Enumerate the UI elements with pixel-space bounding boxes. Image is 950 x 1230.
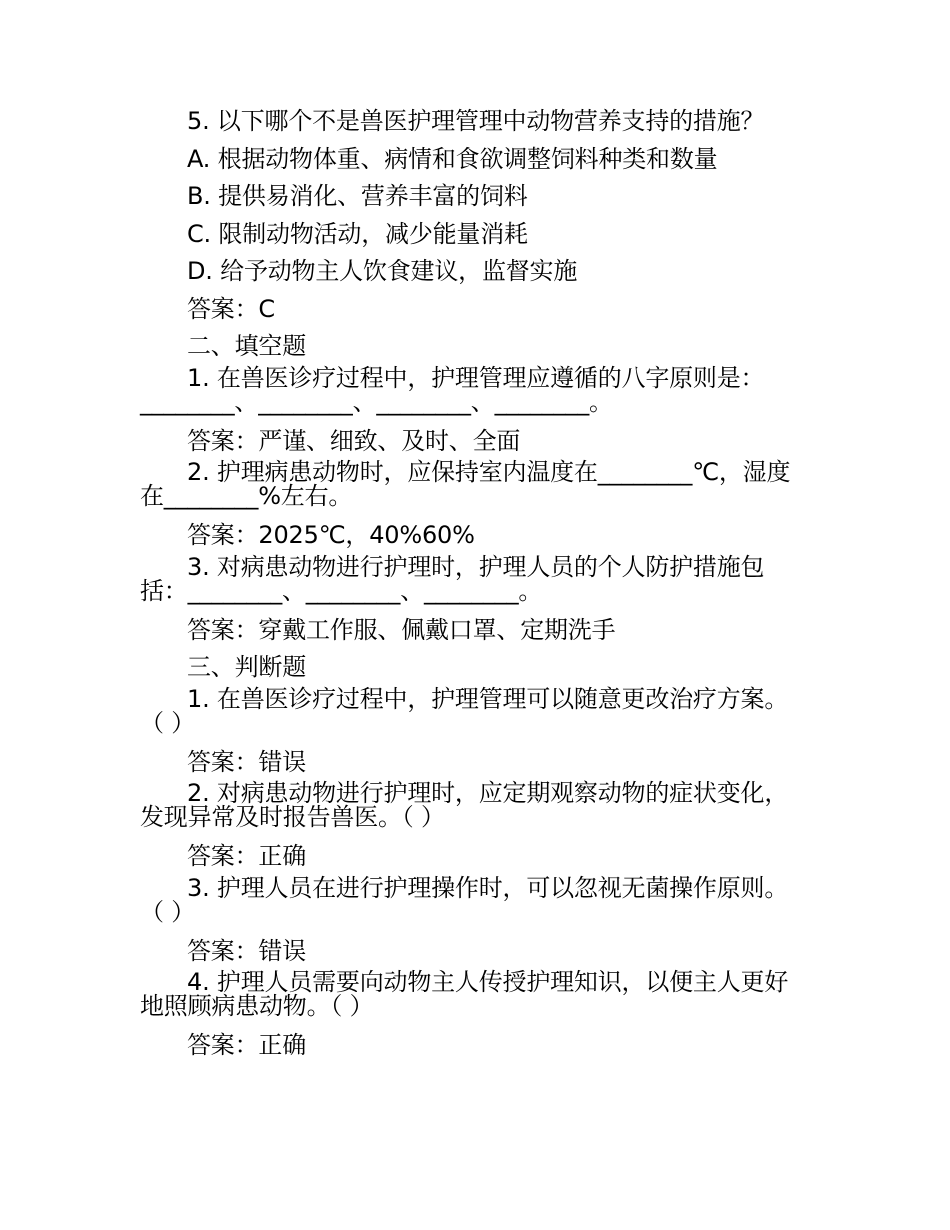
fill-question-3-line-1: 3. 对病患动物进行护理时，护理人员的个人防护措施包 bbox=[187, 552, 765, 581]
judge-question-3-line-2: （ ） bbox=[140, 897, 196, 926]
fill-question-3 bbox=[140, 552, 812, 605]
fill-question-2 bbox=[140, 460, 812, 508]
question-5-prompt: 5. 以下哪个不是兽医护理管理中动物营养支持的措施？ bbox=[187, 107, 765, 135]
section-heading-true-false: 三、判断题 bbox=[187, 653, 306, 681]
question-5-answer: 答案：C bbox=[187, 294, 275, 323]
question-5-option-d: D. 给予动物主人饮食建议，监督实施 bbox=[187, 257, 578, 285]
judge-question-4-line-1: 4. 护理人员需要向动物主人传授护理知识，以便主人更好 bbox=[187, 968, 789, 996]
fill-question-1-line-2: ________、________、________、________。 bbox=[140, 387, 613, 416]
fill-question-2-line-1: 2. 护理病患动物时，应保持室内温度在________℃，湿度 bbox=[187, 458, 791, 486]
question-5-option-b: B. 提供易消化、营养丰富的饲料 bbox=[187, 182, 528, 210]
fill-question-1-answer: 答案：严谨、细致、及时、全面 bbox=[187, 426, 521, 455]
fill-question-3-answer: 答案：穿戴工作服、佩戴口罩、定期洗手 bbox=[187, 615, 616, 644]
question-5-option-a: A. 根据动物体重、病情和食欲调整饲料种类和数量 bbox=[187, 144, 718, 173]
judge-question-1-line-1: 1. 在兽医诊疗过程中，护理管理可以随意更改治疗方案。 bbox=[187, 684, 789, 713]
judge-question-1-line-2: （ ） bbox=[140, 708, 196, 737]
question-5-option-c: C. 限制动物活动，减少能量消耗 bbox=[187, 219, 528, 248]
judge-question-3 bbox=[140, 873, 812, 926]
judge-question-2-line-1: 2. 对病患动物进行护理时，应定期观察动物的症状变化， bbox=[187, 779, 789, 807]
judge-question-2-line-2: 发现异常及时报告兽医。（ ） bbox=[140, 803, 445, 831]
fill-question-3-line-2: 括：________、________、________。 bbox=[140, 576, 543, 605]
fill-question-2-line-2: 在________%左右。 bbox=[140, 482, 353, 510]
fill-question-1-line-1: 1. 在兽医诊疗过程中，护理管理应遵循的八字原则是： bbox=[187, 363, 765, 392]
judge-question-4-answer: 答案：正确 bbox=[187, 1031, 306, 1059]
judge-question-4 bbox=[140, 970, 812, 1018]
judge-question-3-line-1: 3. 护理人员在进行护理操作时，可以忽视无菌操作原则。 bbox=[187, 873, 789, 902]
fill-question-2-answer: 答案：2025℃，40%60% bbox=[187, 521, 475, 549]
judge-question-3-answer: 答案：错误 bbox=[187, 936, 306, 965]
section-heading-fill-in: 二、填空题 bbox=[187, 332, 306, 360]
judge-question-2 bbox=[140, 781, 812, 829]
judge-question-1-answer: 答案：错误 bbox=[187, 747, 306, 776]
judge-question-1 bbox=[140, 684, 812, 737]
fill-question-1 bbox=[140, 363, 812, 416]
document-body bbox=[140, 103, 812, 1065]
judge-question-2-answer: 答案：正确 bbox=[187, 842, 306, 870]
judge-question-4-line-2: 地照顾病患动物。（ ） bbox=[140, 992, 374, 1020]
